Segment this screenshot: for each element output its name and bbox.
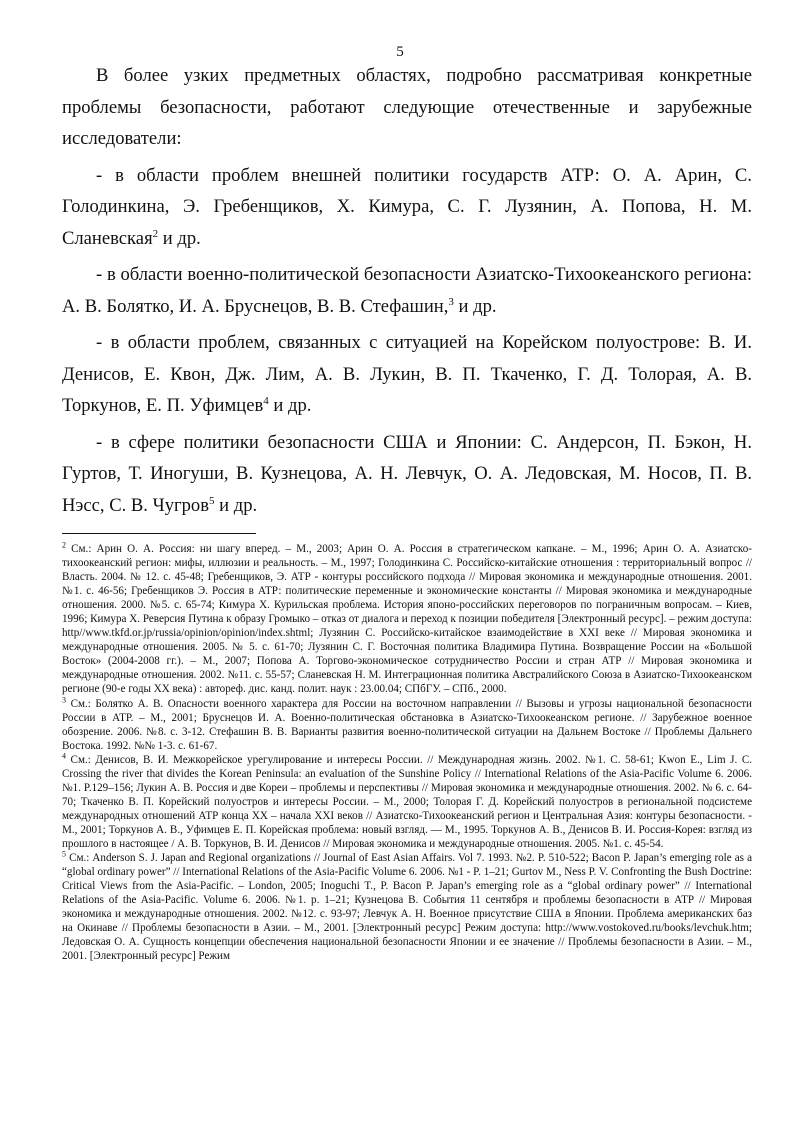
footnote-ref[interactable]: 5 — [209, 494, 215, 507]
footnote-text: См.: Денисов, В. И. Межкорейское урегулирование и интересы России. // Международная жизнь. 2002. №1. С. 58-61; Kwon E., Lim J. C. Crossing the river that divides the Korean Peninsula: an evaluation of the Sunshine Policy // International Relations of the Asia-Pacific Volume 6. 2006. №1. P.129–156; Лукин А. В. Россия и две Кореи – проблемы и перспективы // Мировая экономика и международные отношения. 2002. № 6. с. 64-70; Ткаченко В. П. Корейский полуостров и интересы России. – М., 2000; Толорая Г. Д. Корейский полуостров в региональной подсистеме международных отношений АТР конца XX – начала XXI веков // Азиатско-Тихоокеанский регион и Центральная Азия: контуры безопасности. - М., 2001; Торкунов А. В., Уфимцев Е. П. Корейская проблема: новый взгляд. — М., 1995. Торкунов А. В., Денисов В. И. Россия-Корея: взгляд из прошлого в настоящее / А. В. Торкунов, В. И. Денисов // Мировая экономика и международные отношения. 2005. №1. с. 45-54. — [62, 753, 752, 850]
paragraph-text: - в области военно-политической безопасности Азиатско-Тихоокеанского региона: А. В. Болятко, И. А. Бруснецов, В. В. Стефашин, — [62, 264, 752, 317]
footnote — [62, 851, 752, 963]
footnote-number: 4 — [62, 751, 66, 761]
footnote-number: 3 — [62, 694, 66, 704]
footnote-number: 2 — [62, 540, 66, 550]
footnote-text: См.: Anderson S. J. Japan and Regional organizations // Journal of East Asian Affairs. Vol 7. 1993. №2. P. 510-522; Bacon P. Japan’s emerging role as a “global ordinary power” // International Relations of the Asia-Pacific Volume 6. 2006. №1 - P. 1–21; Gurtov M., Ness P. V. Confronting the Bush Doctrine: Critical Views from the Asia-Pacific. – London, 2005; Inoguchi T., P. Bacon P. Japan’s emerging role as a “global ordinary power” // International Relations of the Asia-Pacific. Volume 6. 2006. №1. p. 1–21; Кузнецова В. События 11 сентября и проблемы безопасности в АТР // Мировая экономика и международные отношения. 2002. №12. с. 93-97; Левчук А. Н. Военное присутствие США в Японии. Проблема американских баз на Окинаве // Проблемы безопасности в Азии. – М., 2001. [Электронный ресурс] Режим доступа: http://www.vostokoved.ru/books/levchuk.htm; Ледовская О. А. Сущность концепции обеспечения национальной безопасности Японии и ее значение // Проблемы безопасности в Азии. – М., 2001. [Электронный ресурс] Режим — [62, 852, 752, 963]
paragraph-usa-japan — [62, 427, 752, 522]
footnote-ref[interactable]: 2 — [152, 227, 159, 240]
footnote-ref[interactable]: 4 — [263, 394, 269, 407]
main-text — [62, 60, 752, 521]
footnote-ref[interactable]: 3 — [448, 295, 454, 308]
paragraph-text: - в сфере политики безопасности США и Японии: С. Андерсон, П. Бэкон, Н. Гуртов, Т. Иногуши, В. Кузнецова, А. Н. Левчук, О. А. Ледовская, М. Носов, П. В. Нэсс, С. В. Чугров — [62, 431, 752, 516]
footnote-number: 5 — [62, 849, 66, 859]
footnotes — [62, 542, 752, 963]
paragraph-tail: и др. — [214, 494, 258, 516]
paragraph-tail: и др. — [158, 227, 201, 249]
paragraph-korean-peninsula — [62, 327, 752, 422]
footnote — [62, 542, 752, 697]
paragraph-tail: и др. — [453, 295, 497, 317]
paragraph-military-security — [62, 259, 752, 322]
footnote-separator — [62, 533, 256, 534]
page-number: 5 — [396, 44, 404, 60]
paragraph-text: - в области проблем внешней политики государств АТР: О. А. Арин, С. Голодинкина, Э. Гребенщиков, Х. Кимура, С. Г. Лузянин, А. Попова, Н. М. Сланевская — [62, 164, 752, 249]
paragraph-text: В более узких предметных областях, подробно рассматривая конкретные проблемы безопасности, работают следующие отечественные и зарубежные исследователи: — [62, 65, 752, 149]
footnote-text: См.: Арин О. А. Россия: ни шагу вперед. – М., 2003; Арин О. А. Россия в стратегическом капкане. – М., 1996; Арин О. А. Азиатско-тихоокеанский регион: мифы, иллюзии и реальность. – М., 1997; Голодинкина С. Российско-китайские отношения : территориальный вопрос // Власть. 2004. № 12. с. 45-48; Гребенщиков, Э. АТР - контуры российского подхода // Мировая экономика и международные отношения. 2001. №1. с. 46-56; Гребенщиков Э. Россия в АТР: политические переменные и экономические константы // Мировая экономика и международные отношения. 2000. №5. с. 65-74; Кимура Х. Курильская проблема. История японо-российских переговоров по пограничным вопросам. – Киев, 1996; Кимура Х. Реверсия Путина к образу Громыко – отказ от диалога и переход к позиции победителя [Электронный ресурс]. – режим доступа: http//www.tkfd.or.jp/russia/opinion/opinion/index.shtml; Лузянин С. Российско-китайское взаимодействие в XXI веке // Мировая экономика и международные отношения. 2005. № 5. с. 61-70; Лузянин С. Г. Восточная политика Владимира Путина. Возвращение России на «Большой Восток» (2004-2008 гг.). – М., 2007; Попова А. Торгово-экономическое сотрудничество России и стран АТР // Мировая экономика и международные отношения. 2002. №11. с. 55-57; Сланевская Н. М. Интеграционная политика Австралийского Союза в Азиатско-Тихоокеанском регионе (90-е годы XX века) : автореф. дис. канд. полит. наук : 23.00.04; СПбГУ. – СПб., 2000. — [62, 543, 752, 696]
footnote — [62, 694, 752, 753]
paragraph-intro — [62, 60, 752, 155]
paragraph-foreign-policy — [62, 160, 752, 255]
footnote-text: См.: Болятко А. В. Опасности военного характера для России на восточном направлении // Вызовы и угрозы национальной безопасности России в АТР. – М., 2001; Бруснецов И. А. Военно-политическая обстановка в Азиатско-Тихоокеанском регионе. // Зарубежное военное обозрение. 2006. №8. с. 3-12. Стефашин В. В. Варианты развития военно-политической ситуации на Дальнем Востоке // Проблемы Дальнего Востока. 1992. №№ 1-3. с. 61-67. — [62, 697, 752, 752]
footnote — [62, 753, 752, 851]
paragraph-text: - в области проблем, связанных с ситуацией на Корейском полуострове: В. И. Денисов, Е. Квон, Дж. Лим, А. В. Лукин, В. П. Ткаченко, Г. Д. Толорая, А. В. Торкунов, Е. П. Уфимцев — [62, 332, 752, 416]
paragraph-tail: и др. — [268, 395, 312, 416]
